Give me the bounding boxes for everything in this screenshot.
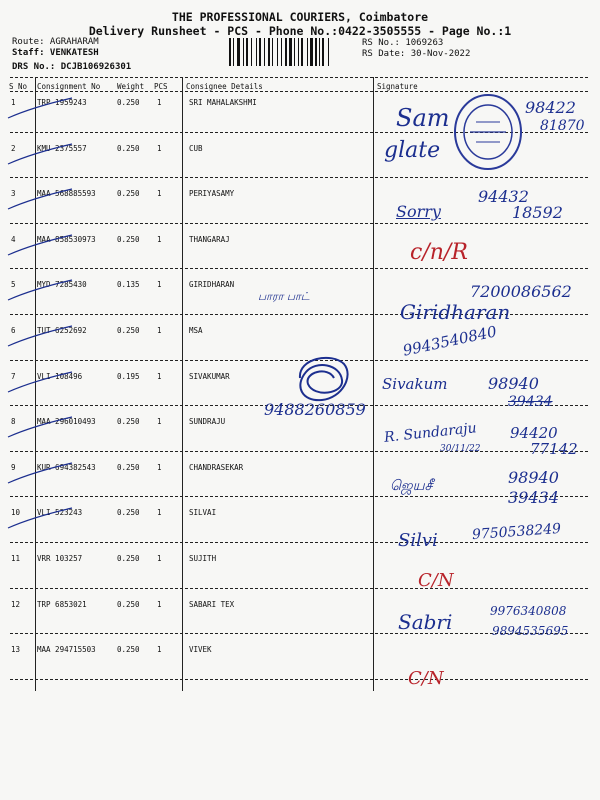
row-weight: 0.250	[117, 462, 140, 472]
route-label: Route: AGRAHARAM	[12, 37, 99, 47]
row-sno: 4	[11, 234, 16, 244]
row-weight: 0.250	[117, 599, 140, 609]
row8-signature: R. Sundaraju	[383, 420, 478, 446]
pen-tick-icon	[6, 324, 76, 350]
barcode-bar	[251, 38, 252, 66]
row-weight: 0.250	[117, 326, 140, 335]
row-sno: 13	[11, 645, 21, 655]
row1-phone-b: 81870	[540, 118, 585, 134]
row-pcs: 1	[157, 599, 162, 609]
row-divider	[10, 542, 588, 543]
row6-phone: 9943540840	[401, 322, 499, 360]
row-divider	[10, 268, 588, 269]
row-consignment-no: VLI 523243	[37, 508, 83, 518]
row-consignment-no: MAA 568885593	[37, 189, 96, 199]
row-pcs: 1	[157, 508, 162, 518]
row-sno: 2	[11, 143, 16, 153]
table-top-rule	[10, 77, 588, 78]
row-consignment-no: KMU 2375557	[37, 143, 87, 153]
barcode-bar	[259, 38, 261, 66]
row5-signature: Giridharan	[400, 300, 511, 324]
row-sno: 12	[11, 599, 21, 609]
barcode-bar	[301, 38, 303, 66]
col-header-consignee: Consignee Details	[186, 82, 263, 91]
row-pcs: 1	[157, 143, 162, 153]
row-weight: 0.250	[117, 417, 140, 427]
row12-phone-b: 9894535695	[492, 624, 569, 638]
row7-mid-phone: 9488260859	[264, 400, 366, 419]
row13-note: C/N	[408, 668, 444, 689]
row-consignment-no: MAA 858530973	[37, 234, 96, 244]
row-sno: 10	[11, 508, 21, 518]
row-consignee: GIRIDHARAN	[189, 280, 235, 290]
row3-phone-b: 18592	[512, 203, 563, 222]
row8-phone-a: 94420	[510, 424, 558, 442]
col-divider	[182, 77, 183, 691]
row8-phone-b: 77142	[530, 440, 578, 458]
row-consignee: MSA	[189, 326, 203, 335]
row10-signature: Silvi	[398, 530, 438, 551]
row-pcs: 1	[157, 554, 162, 563]
row-consignment-no: MAA 296010493	[37, 417, 96, 427]
row8-date: 30/11/22	[440, 444, 481, 454]
runsheet-title: THE PROFESSIONAL COURIERS, Coimbatore	[171, 10, 429, 24]
row-weight: 0.250	[117, 189, 140, 199]
barcode-bar	[319, 38, 320, 66]
row-consignee: CUB	[189, 143, 203, 153]
row-divider	[10, 588, 588, 589]
row9-signature: ஜெயசீ	[390, 478, 433, 494]
row-pcs: 1	[157, 98, 162, 107]
barcode-bar	[328, 38, 329, 66]
barcode-bar	[246, 38, 248, 66]
row7-phone-b: 39434	[508, 394, 553, 410]
row-sno: 11	[11, 554, 21, 563]
row-weight: 0.195	[117, 371, 140, 381]
row-weight: 0.135	[117, 280, 140, 290]
rs-date: RS Date: 30-Nov-2022	[362, 49, 471, 59]
row-consignment-no: KUR 694382543	[37, 462, 96, 472]
barcode-bar	[277, 38, 278, 66]
barcode-bar	[294, 38, 295, 66]
row-weight: 0.250	[117, 508, 140, 518]
barcode-bar	[264, 38, 265, 66]
row-pcs: 1	[157, 234, 162, 244]
barcode-bar	[272, 38, 273, 66]
barcode-bar	[281, 38, 282, 66]
col-header-weight: Weight	[117, 82, 145, 91]
barcode-bar	[237, 38, 240, 66]
row-weight: 0.250	[117, 234, 140, 244]
row-consignment-no: VLI 108496	[37, 371, 83, 381]
row-sno: 9	[11, 462, 16, 472]
row9-phone-b: 39434	[508, 488, 559, 507]
row3-phone-a: 94432	[478, 187, 529, 206]
row-consignee: SIVAKUMAR	[189, 371, 230, 381]
row-pcs: 1	[157, 189, 162, 199]
barcode-bar	[289, 38, 292, 66]
row-divider	[10, 223, 588, 224]
row-sno: 6	[11, 326, 16, 335]
row-pcs: 1	[157, 326, 162, 335]
row-consignee: SILVAI	[189, 508, 217, 518]
runsheet-subtitle: Delivery Runsheet - PCS - Phone No.:0422-3505555 - Page No.:1	[88, 24, 512, 38]
barcode-bar	[322, 38, 324, 66]
row-sno: 3	[11, 189, 16, 199]
pen-tick-icon	[6, 370, 76, 396]
barcode-bar	[268, 38, 270, 66]
row-consignment-no: TRP 1959243	[37, 98, 87, 107]
row3-signature: Sorry	[396, 202, 441, 221]
row-consignment-no: MAA 294715503	[37, 645, 96, 655]
col-header-sno: S No	[9, 82, 28, 91]
row-consignee: SABARI TEX	[189, 599, 235, 609]
row12-phone-a: 9976340808	[490, 604, 567, 618]
pen-tick-icon	[6, 142, 76, 168]
row-consignee: PERIYASAMY	[189, 189, 235, 199]
row-divider	[10, 177, 588, 178]
pen-tick-icon	[6, 461, 76, 487]
pen-tick-icon	[6, 96, 76, 122]
row-pcs: 1	[157, 371, 162, 381]
row-consignee: CHANDRASEKAR	[189, 462, 244, 472]
row9-phone-a: 98940	[508, 468, 559, 487]
row-weight: 0.250	[117, 645, 140, 655]
pen-tick-icon	[6, 233, 76, 259]
row5-note: பாரா பாட்	[258, 290, 310, 303]
drs-number: DRS No.: DCJB106926301	[12, 62, 132, 72]
row-sno: 1	[11, 98, 16, 107]
row-pcs: 1	[157, 645, 162, 655]
row7-signature: Sivakum	[382, 375, 448, 393]
row-divider	[10, 496, 588, 497]
pen-tick-icon	[6, 415, 76, 441]
row-pcs: 1	[157, 462, 162, 472]
col-divider	[373, 77, 374, 691]
row-pcs: 1	[157, 417, 162, 427]
col-header-signature: Signature	[377, 82, 418, 91]
row-consignment-no: VRR 103257	[37, 554, 83, 563]
row7-phone-a: 98940	[488, 374, 539, 393]
barcode-bar	[256, 38, 257, 66]
barcode-bar	[233, 38, 234, 66]
row-consignee: SRI MAHALAKSHMI	[189, 98, 257, 107]
row-sno: 5	[11, 280, 16, 290]
row-consignment-no: TRP 6853021	[37, 599, 87, 609]
row1-signature: Sam	[396, 104, 450, 132]
row10-phone: 9750538249	[471, 520, 562, 544]
row-consignment-no: TUT 6252692	[37, 326, 87, 335]
row-sno: 8	[11, 417, 16, 427]
barcode-bar	[307, 38, 308, 66]
row-consignee: THANGARAJ	[189, 234, 230, 244]
pen-tick-icon	[6, 278, 76, 304]
barcode	[229, 38, 354, 66]
col-header-pcs: PCS	[154, 82, 168, 91]
barcode-bar	[229, 38, 231, 66]
row-divider	[10, 451, 588, 452]
row-pcs: 1	[157, 280, 162, 290]
row11-note: C/N	[418, 570, 454, 591]
row1-phone-a: 98422	[525, 98, 576, 117]
barcode-bar	[315, 38, 317, 66]
round-stamp-icon	[452, 92, 524, 172]
barcode-bar	[285, 38, 287, 66]
row-weight: 0.250	[117, 143, 140, 153]
pen-tick-icon	[6, 187, 76, 213]
col-header-consignment: Consignment No	[37, 82, 101, 91]
staff-label: Staff: VENKATESH	[12, 48, 99, 58]
row2-signature: glate	[384, 138, 441, 163]
row-consignment-no: MYD 7285430	[37, 280, 87, 290]
row-consignee: SUJITH	[189, 554, 217, 563]
row-consignee: SUNDRAJU	[189, 417, 226, 427]
barcode-bar	[243, 38, 244, 66]
barcode-bar	[310, 38, 313, 66]
row-divider	[10, 679, 588, 680]
pen-tick-icon	[6, 506, 76, 532]
row-weight: 0.250	[117, 98, 140, 107]
scribble-mark-icon	[292, 350, 356, 406]
row4-note: c/n/R	[410, 240, 468, 265]
row12-signature: Sabri	[398, 610, 453, 634]
row5-phone: 7200086562	[470, 282, 572, 301]
row-sno: 7	[11, 371, 16, 381]
rs-number: RS No.: 1069263	[362, 38, 444, 48]
row-weight: 0.250	[117, 554, 140, 563]
row-consignee: VIVEK	[189, 645, 212, 655]
barcode-bar	[298, 38, 299, 66]
